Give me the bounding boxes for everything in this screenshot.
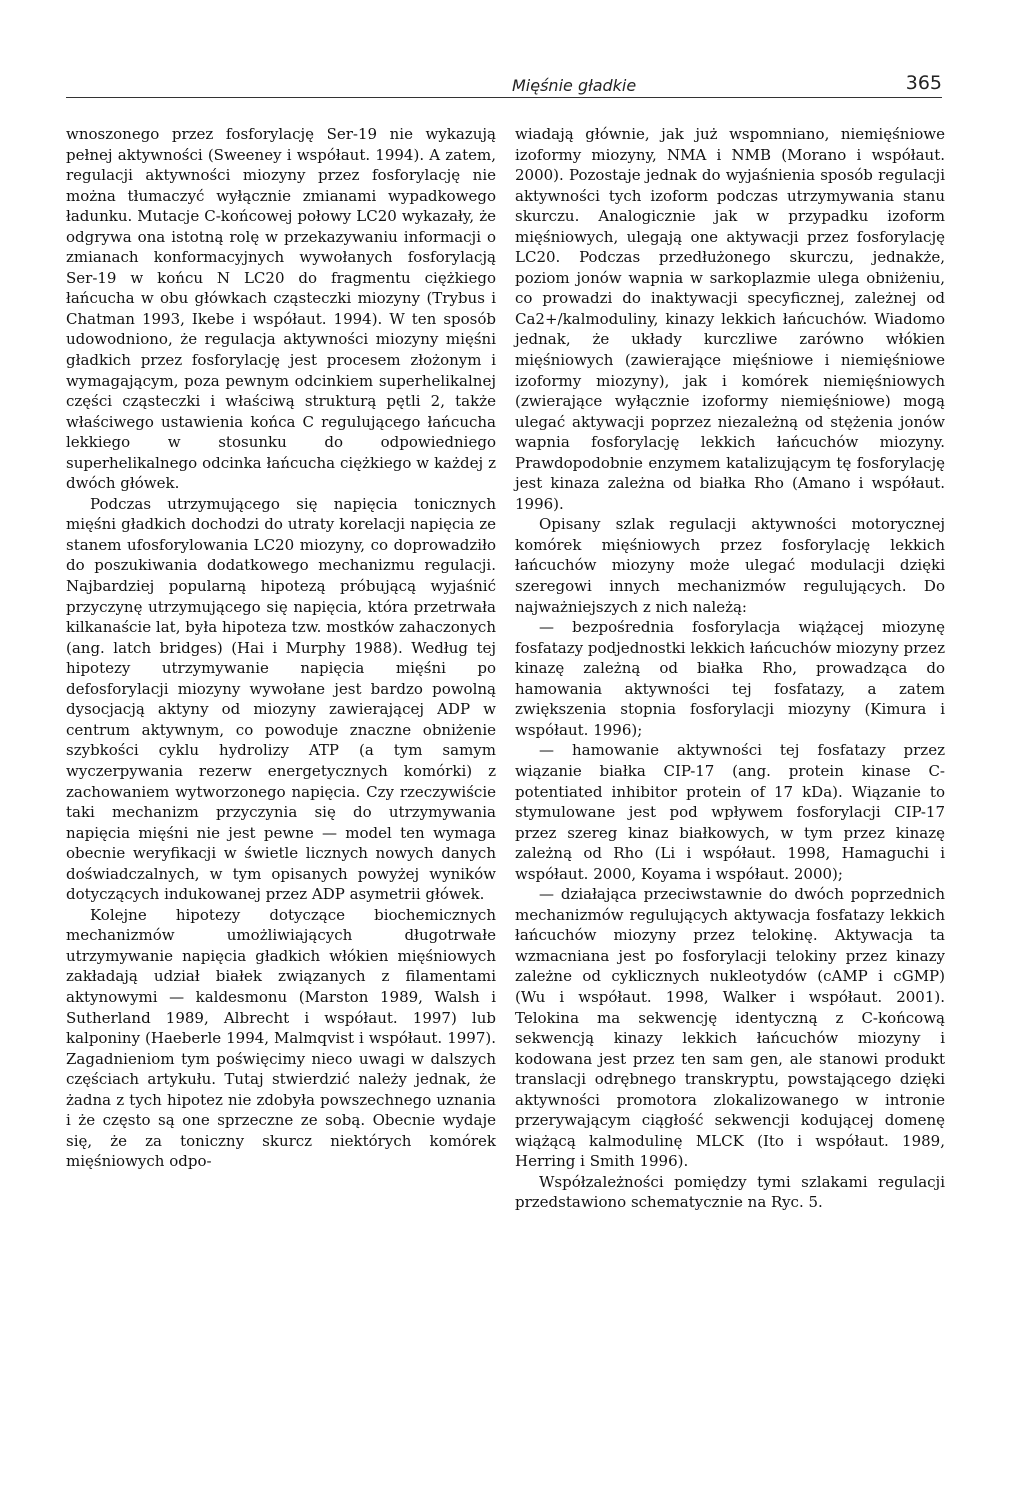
paragraph: Podczas utrzymującego się napięcia tonicznych mięśni gładkich dochodzi do utraty korelacji napięcia ze stanem ufosforylowania LC20 miozyny, co doprowadziło do poszukiwania dodatkowego mechanizmu regulacji. Najbardziej popularną hipotezą próbującą wyjaśnić przyczynę utrzymującego się napięcia, która przetrwała kilkanaście lat, była hipoteza tzw. mostków zahaczonych (ang. latch bridges) (Hai i Murphy 1988). Według tej hipotezy utrzymywanie napięcia mięśni po defosforylacji miozyny wywołane jest bardzo powolną dysocjacją aktyny od miozyny zawierającej ADP w centrum aktywnym, co powoduje znaczne obniżenie szybkości cyklu hydrolizy ATP (a tym samym wyczerpywania rezerw energetycznych komórki) z zachowaniem wytworzonego napięcia. Czy rzeczywiście taki mechanizm przyczynia się do utrzymywania napięcia mięśni nie jest pewne — model ten wymaga obecnie weryfikacji w świetle licznych nowych danych doświadczalnych, w tym opisanych powyżej wyników dotyczących indukowanej przez ADP asymetrii główek.	[66, 494, 496, 904]
paragraph: Kolejne hipotezy dotyczące biochemicznych mechanizmów umożliwiających długotrwałe utrzymywanie napięcia gładkich włókien mięśniowych zakładają udział białek związanych z filamentami aktynowymi — kaldesmonu (Marston 1989, Walsh i Sutherland 1989, Albrecht i współaut. 1997) lub kalponiny (Haeberle 1994, Malmqvist i współaut. 1997). Zagadnieniom tym poświęcimy nieco uwagi w dalszych częściach artykułu. Tutaj stwierdzić należy jednak, że żadna z tych hipotez nie zdobyła powszechnego uznania i że często są one sprzeczne ze sobą. Obecnie wydaje się, że za toniczny skurcz niektórych komórek mięśniowych odpo-	[66, 905, 496, 1171]
header-rule	[66, 97, 942, 98]
right-column	[515, 124, 945, 1213]
left-column	[66, 124, 496, 1172]
paragraph: Współzależności pomiędzy tymi szlakami regulacji przedstawiono schematycznie na Ryc. 5.	[515, 1172, 945, 1212]
running-header	[66, 72, 942, 98]
list-item: — bezpośrednia fosforylacja wiążącej miozynę fosfatazy podjednostki lekkich łańcuchów miozyny przez kinazę zależną od białka Rho, prowadząca do hamowania aktywności tej fosfatazy, a zatem zwiększenia stopnia fosforylacji miozyny (Kimura i współaut. 1996);	[515, 618, 945, 739]
list-item: — działająca przeciwstawnie do dwóch poprzednich mechanizmów regulujących aktywacja fosfatazy lekkich łańcuchów miozyny przez telokinę. Aktywacja ta wzmacniana jest po fosforylacji telokiny przez kinazy zależne od cyklicznych nukleotydów (cAMP i cGMP) (Wu i współaut. 1998, Walker i współaut. 2001). Telokina ma sekwencję identyczną z C-końcową sekwencją kinazy lekkich łańcuchów miozyny i kodowana jest przez ten sam gen, ale stanowi produkt translacji odrębnego transkryptu, powstającego dzięki aktywności promotora zlokalizowanego w intronie przerywającym ciągłość sekwencji kodującej domenę wiążącą kalmodulinę MLCK (Ito i współaut. 1989, Herring i Smith 1996).	[515, 885, 945, 1171]
paragraph: wnoszonego przez fosforylację Ser-19 nie wykazują pełnej aktywności (Sweeney i współaut. 1994). A zatem, regulacji aktywności miozyny przez fosforylację nie można tłumaczyć wyłącznie zmianami wypadkowego ładunku. Mutacje C-końcowej połowy LC20 wykazały, że odgrywa ona istotną rolę w przekazywaniu informacji o zmianach konformacyjnych wywołanych fosforylacją Ser-19 w końcu N LC20 do fragmentu ciężkiego łańcucha w obu główkach cząsteczki miozyny (Trybus i Chatman 1993, Ikebe i współaut. 1994). W ten sposób udowodniono, że regulacja aktywności miozyny mięśni gładkich przez fosforylację jest procesem złożonym i wymagającym, poza pewnym odcinkiem superhelikalnej części cząsteczki i właściwą strukturą pętli 2, także właściwego ustawienia końca C regulującego łańcucha lekkiego w stosunku do odpowiedniego superhelikalnego odcinka łańcucha ciężkiego w każdej z dwóch główek.	[66, 125, 496, 493]
paragraph: wiadają głównie, jak już wspomniano, niemięśniowe izoformy miozyny, NMA i NMB (Morano i współaut. 2000). Pozostaje jednak do wyjaśnienia sposób regulacji aktywności tych izoform podczas utrzymywania stanu skurczu. Analogicznie jak w przypadku izoform mięśniowych, ulegają one aktywacji przez fosforylację LC20. Podczas przedłużonego skurczu, jednakże, poziom jonów wapnia w sarkoplazmie ulega obniżeniu, co prowadzi do inaktywacji specyficznej, zależnej od Ca2+/kalmoduliny, kinazy lekkich łańcuchów. Wiadomo jednak, że układy kurczliwe zarówno włókien mięśniowych (zawierające mięśniowe i niemięśniowe izoformy miozyny), jak i komórek niemięśniowych (zwierające wyłącznie izoformy niemięśniowe) mogą ulegać aktywacji poprzez niezależną od stężenia jonów wapnia fosforylację lekkich łańcuchów miozyny. Prawdopodobnie enzymem katalizującym tę fosforylację jest kinaza zależna od białka Rho (Amano i współaut. 1996).	[515, 125, 945, 513]
paragraph: Opisany szlak regulacji aktywności motorycznej komórek mięśniowych przez fosforylację lekkich łańcuchów miozyny może ulegać modulacji dzięki szeregowi innych mechanizmów regulujących. Do najważniejszych z nich należą:	[515, 515, 945, 616]
running-title: Mięśnie gładkie	[512, 76, 637, 95]
page-number: 365	[905, 72, 942, 94]
list-item: — hamowanie aktywności tej fosfatazy przez wiązanie białka CIP-17 (ang. protein kinase C-potentiated inhibitor protein of 17 kDa). Wiązanie to stymulowane jest pod wpływem fosforylacji CIP-17 przez szereg kinaz białkowych, w tym przez kinazę zależną od Rho (Li i współaut. 1998, Hamaguchi i współaut. 2000, Koyama i współaut. 2000);	[515, 741, 945, 883]
